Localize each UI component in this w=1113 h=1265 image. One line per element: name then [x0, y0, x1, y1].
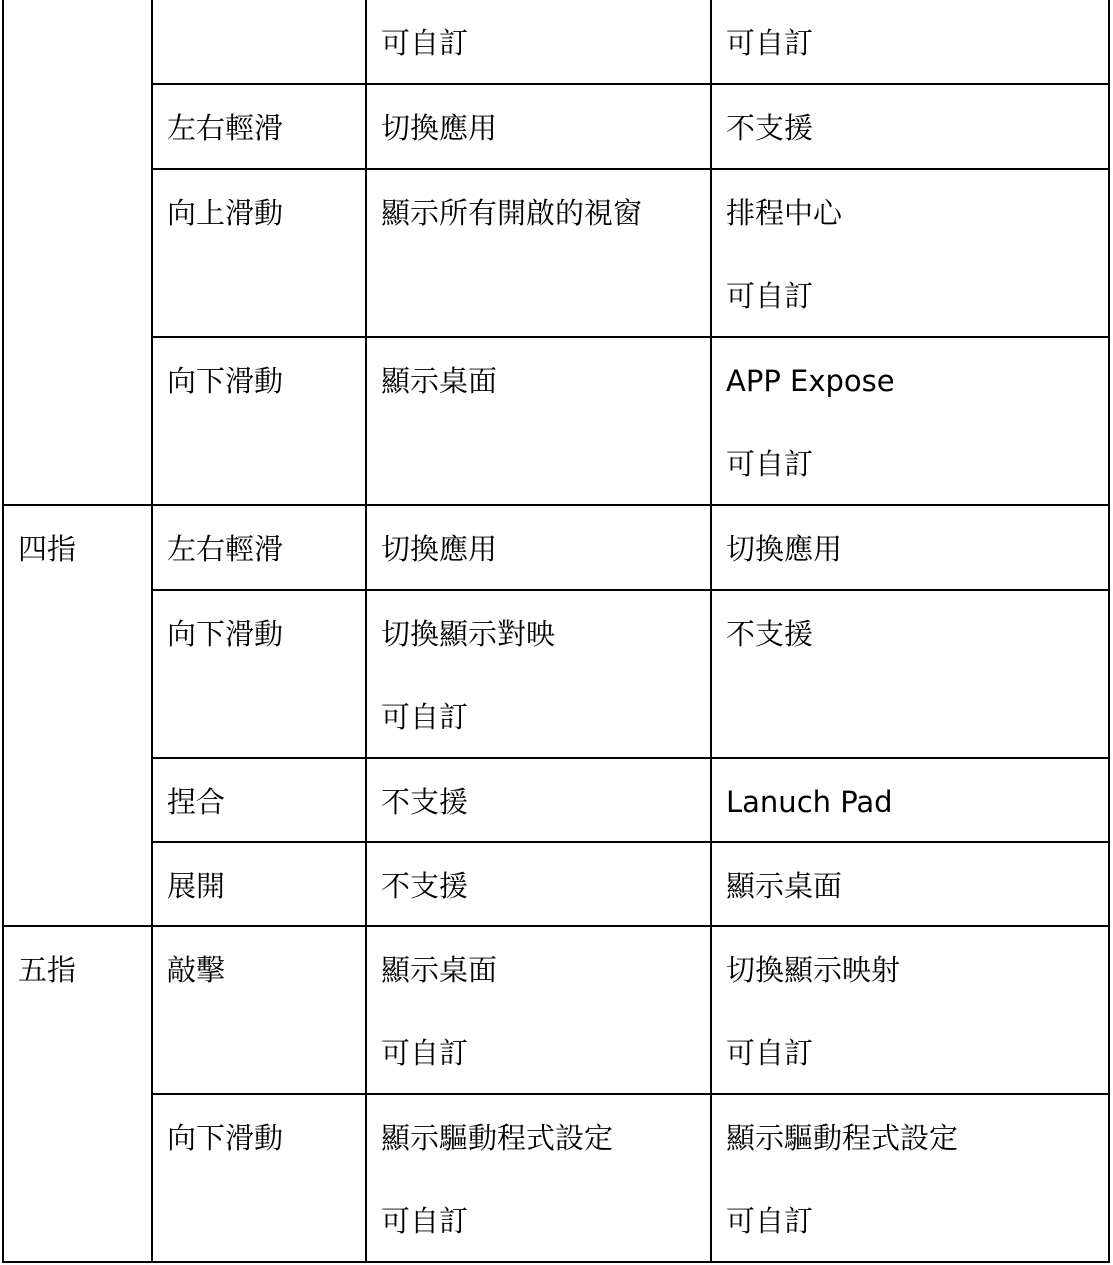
windows-action-cell: 顯示所有開啟的視窗 — [366, 169, 711, 337]
mac-action-cell: 顯示驅動程式設定 可自訂 — [711, 1094, 1109, 1262]
windows-action-cell: 切換應用 — [366, 84, 711, 169]
table-row — [3, 84, 1109, 169]
gesture-cell — [152, 0, 366, 84]
mac-action-cell: APP Expose 可自訂 — [711, 337, 1109, 505]
windows-action-cell: 不支援 — [366, 842, 711, 926]
windows-action-cell: 顯示桌面 — [366, 337, 711, 505]
table-row — [3, 0, 1109, 84]
gesture-cell: 捏合 — [152, 758, 366, 842]
mac-action-cell: Lanuch Pad — [711, 758, 1109, 842]
mac-action-cell: 切換應用 — [711, 505, 1109, 590]
table-row — [3, 590, 1109, 758]
finger-group-cell: 五指 — [3, 926, 152, 1262]
mac-action-cell: 切換顯示映射 可自訂 — [711, 926, 1109, 1094]
windows-action-cell: 切換應用 — [366, 505, 711, 590]
gesture-cell: 向上滑動 — [152, 169, 366, 337]
mac-action-cell: 排程中心 可自訂 — [711, 169, 1109, 337]
windows-action-cell: 顯示桌面 可自訂 — [366, 926, 711, 1094]
gesture-cell: 展開 — [152, 842, 366, 926]
gesture-comparison-table — [2, 0, 1110, 1263]
table-row — [3, 758, 1109, 842]
table-row — [3, 337, 1109, 505]
finger-group-cell: 四指 — [3, 505, 152, 926]
windows-action-cell: 顯示驅動程式設定 可自訂 — [366, 1094, 711, 1262]
mac-action-cell: 不支援 — [711, 84, 1109, 169]
gesture-cell: 敲擊 — [152, 926, 366, 1094]
windows-action-cell: 不支援 — [366, 758, 711, 842]
windows-action-cell: 切換顯示對映 可自訂 — [366, 590, 711, 758]
table-row — [3, 842, 1109, 926]
windows-action-cell: 可自訂 — [366, 0, 711, 84]
finger-group-cell — [3, 0, 152, 505]
gesture-cell: 向下滑動 — [152, 1094, 366, 1262]
table-row — [3, 1094, 1109, 1262]
gesture-cell: 向下滑動 — [152, 337, 366, 505]
gesture-cell: 左右輕滑 — [152, 505, 366, 590]
gesture-cell: 左右輕滑 — [152, 84, 366, 169]
mac-action-cell: 可自訂 — [711, 0, 1109, 84]
table-row — [3, 505, 1109, 590]
mac-action-cell: 顯示桌面 — [711, 842, 1109, 926]
gesture-cell: 向下滑動 — [152, 590, 366, 758]
mac-action-cell: 不支援 — [711, 590, 1109, 758]
table-row — [3, 169, 1109, 337]
table-row — [3, 926, 1109, 1094]
